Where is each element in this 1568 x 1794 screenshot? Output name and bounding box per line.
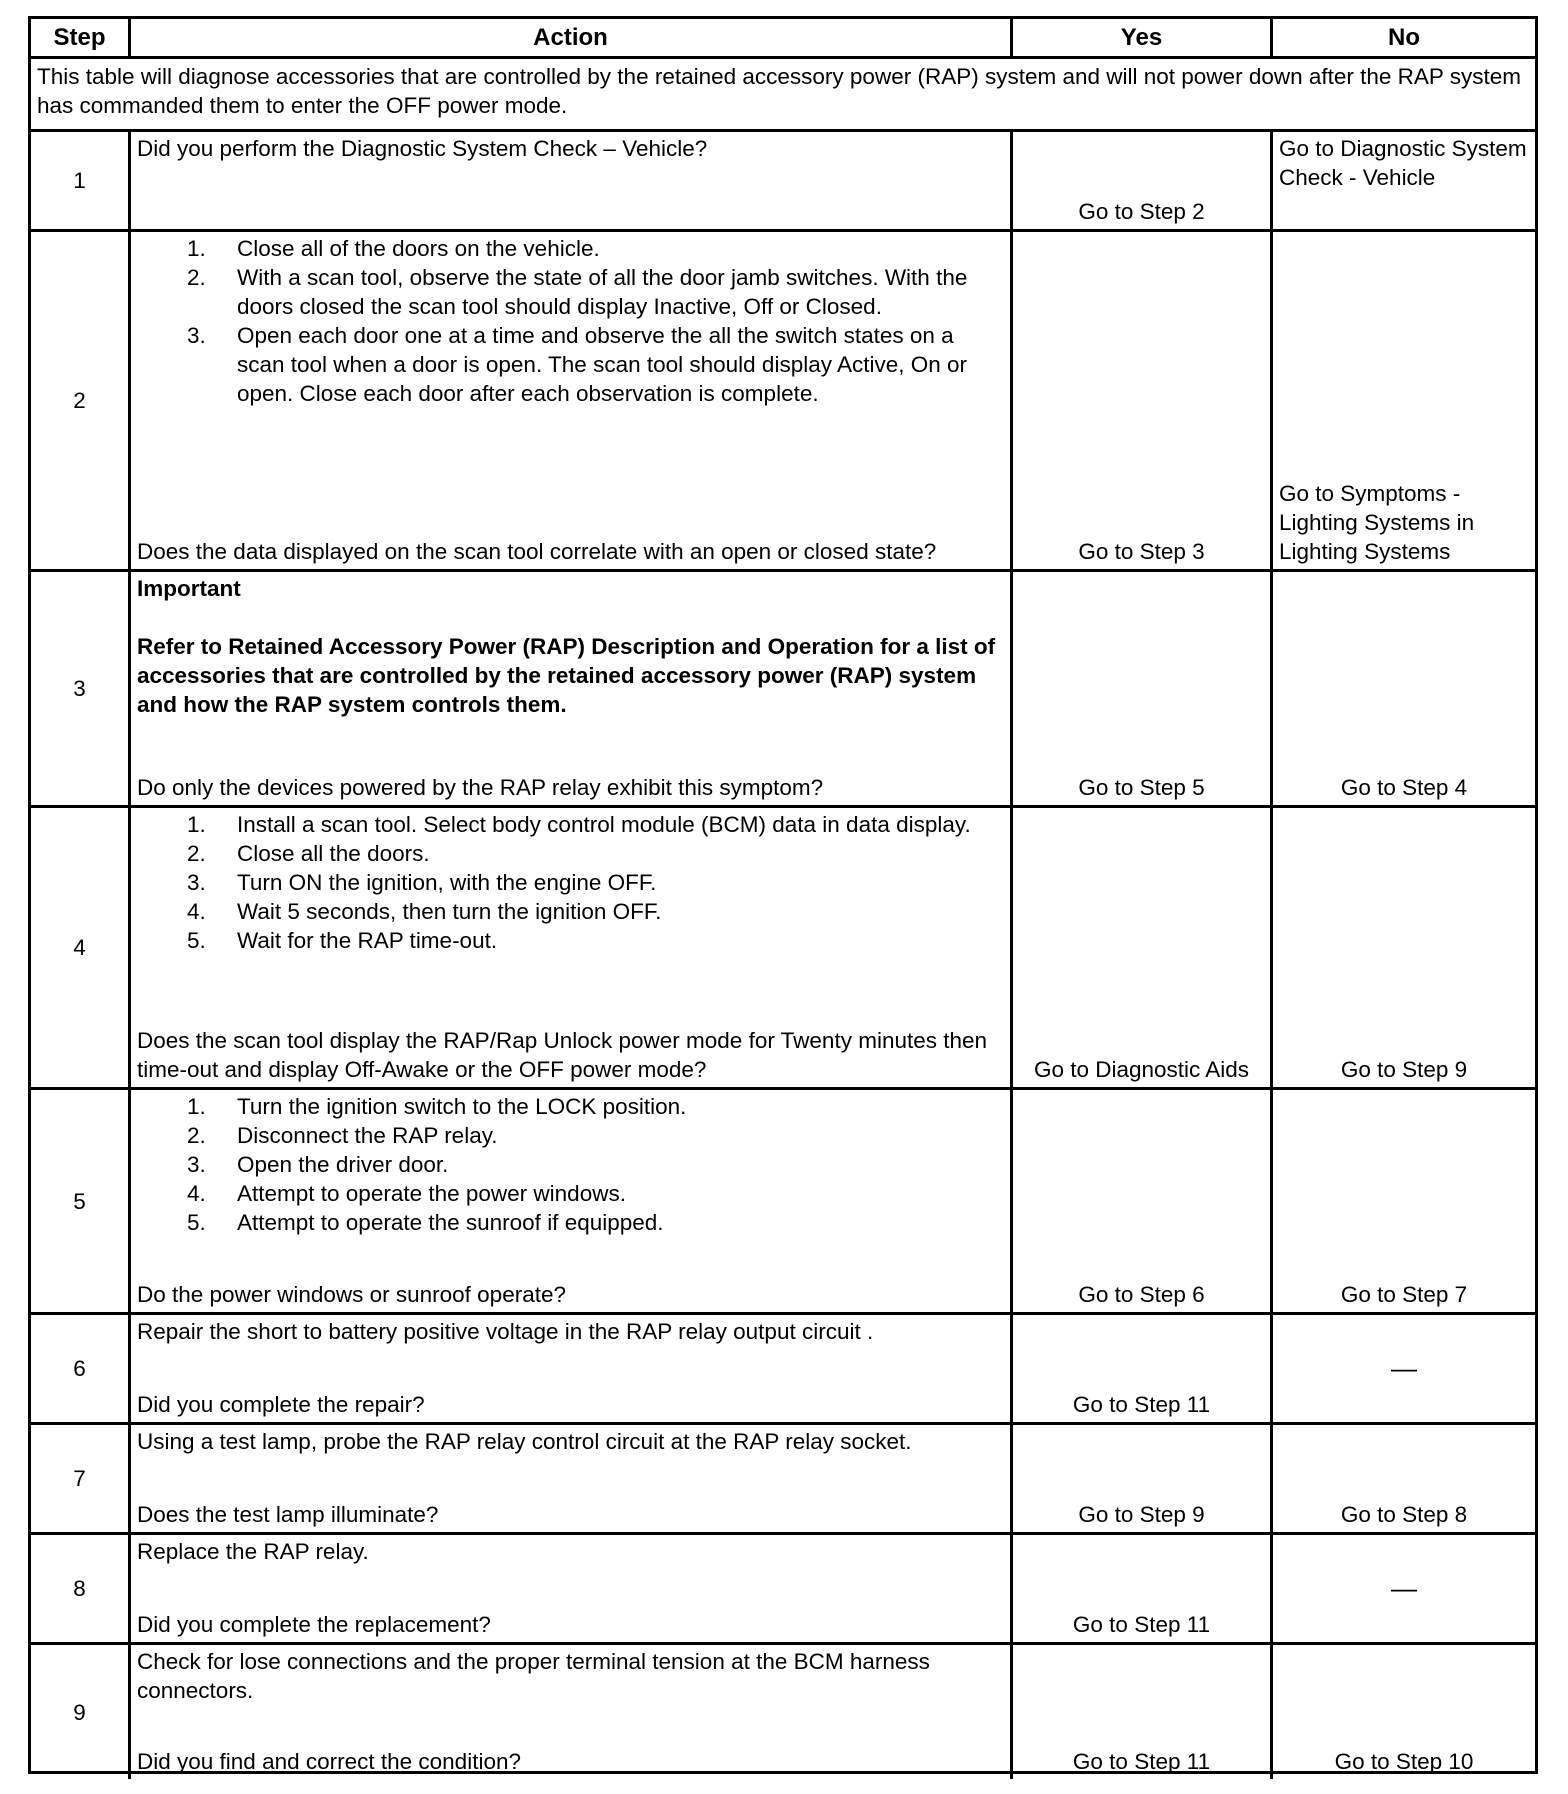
- step-question: Did you complete the repair?: [137, 1392, 425, 1417]
- important-note: Refer to Retained Accessory Power (RAP) Description and Operation for a list of accessories that are controlled by the retained accessory power (RAP) system and how the RAP system controls them.: [137, 634, 996, 717]
- step-action: [131, 1645, 1013, 1779]
- step-instruction: Check for lose connections and the proper terminal tension at the BCM harness connectors.: [137, 1649, 930, 1703]
- step-question: Does the test lamp illuminate?: [137, 1502, 439, 1527]
- step-question: Do only the devices powered by the RAP relay exhibit this symptom?: [137, 775, 824, 800]
- list-item: 5. Attempt to operate the sunroof if equipped.: [187, 1210, 664, 1235]
- step-question: Do the power windows or sunroof operate?: [137, 1282, 566, 1307]
- no-result: Go to Step 9: [1273, 808, 1535, 1090]
- list-item: 2. Disconnect the RAP relay.: [187, 1123, 498, 1148]
- list-item: 1. Install a scan tool. Select body control module (BCM) data in data display.: [187, 812, 971, 837]
- step-question: Does the data displayed on the scan tool correlate with an open or closed state?: [137, 539, 937, 564]
- procedure-list: [137, 234, 1004, 408]
- no-result: —: [1273, 1315, 1535, 1425]
- no-result: Go to Step 7: [1273, 1090, 1535, 1315]
- step-question: Did you find and correct the condition?: [137, 1749, 521, 1774]
- step-number: 7: [31, 1425, 131, 1535]
- list-item: 1. Turn the ignition switch to the LOCK position.: [187, 1094, 687, 1119]
- step-number: 8: [31, 1535, 131, 1645]
- list-item: 2. Close all the doors.: [187, 841, 430, 866]
- step-number: 1: [31, 132, 131, 232]
- no-result: Go to Step 4: [1273, 572, 1535, 808]
- procedure-list: [137, 1092, 1004, 1237]
- list-item: 3. Open the driver door.: [187, 1152, 449, 1177]
- no-result: —: [1273, 1535, 1535, 1645]
- procedure-list: [137, 810, 1004, 955]
- header-yes: Yes: [1013, 19, 1273, 59]
- yes-result: Go to Step 6: [1013, 1090, 1273, 1315]
- step-action: [131, 1535, 1013, 1645]
- yes-result: Go to Step 2: [1013, 132, 1273, 232]
- important-label: Important: [137, 576, 241, 601]
- step-action: [131, 808, 1013, 1090]
- header-step: Step: [31, 19, 131, 59]
- step-action: [131, 232, 1013, 572]
- step-question: Does the scan tool display the RAP/Rap Unlock power mode for Twenty minutes then time-out and display Off-Awake or the OFF power mode?: [137, 1028, 988, 1082]
- list-item: 3. Turn ON the ignition, with the engine OFF.: [187, 870, 657, 895]
- list-item: 2. With a scan tool, observe the state of all the door jamb switches. With the doors closed the scan tool should display Inactive, Off or Closed.: [187, 265, 968, 319]
- no-result: Go to Step 8: [1273, 1425, 1535, 1535]
- yes-result: Go to Step 3: [1013, 232, 1273, 572]
- step-instruction: Replace the RAP relay.: [137, 1539, 369, 1564]
- list-item: 5. Wait for the RAP time-out.: [187, 928, 498, 953]
- yes-result: Go to Step 5: [1013, 572, 1273, 808]
- no-result: Go to Diagnostic System Check - Vehicle: [1273, 132, 1535, 232]
- no-result: Go to Symptoms - Lighting Systems in Lighting Systems: [1273, 232, 1535, 572]
- list-item: 4. Attempt to operate the power windows.: [187, 1181, 626, 1206]
- header-action: Action: [131, 19, 1013, 59]
- yes-result: Go to Diagnostic Aids: [1013, 808, 1273, 1090]
- step-action: [131, 1425, 1013, 1535]
- list-item: 3. Open each door one at a time and observe the all the switch states on a scan tool when a door is open. The scan tool should display Active, On or open. Close each door after each observation is complete.: [187, 323, 968, 406]
- step-action: [131, 572, 1013, 808]
- header-no: No: [1273, 19, 1535, 59]
- step-number: 2: [31, 232, 131, 572]
- list-item: 4. Wait 5 seconds, then turn the ignition OFF.: [187, 899, 662, 924]
- table-intro: This table will diagnose accessories that are controlled by the retained accessory power (RAP) system and will not power down after the RAP system has commanded them to enter the OFF power mode.: [31, 59, 1535, 132]
- diagnostic-table: [28, 16, 1538, 1774]
- yes-result: Go to Step 11: [1013, 1535, 1273, 1645]
- step-number: 5: [31, 1090, 131, 1315]
- step-action: [131, 132, 1013, 232]
- step-number: 9: [31, 1645, 131, 1779]
- step-action: [131, 1315, 1013, 1425]
- list-item: 1. Close all of the doors on the vehicle.: [187, 236, 600, 261]
- step-instruction: Repair the short to battery positive voltage in the RAP relay output circuit .: [137, 1319, 874, 1344]
- step-question: Did you perform the Diagnostic System Check – Vehicle?: [137, 136, 708, 161]
- step-question: Did you complete the replacement?: [137, 1612, 491, 1637]
- step-instruction: Using a test lamp, probe the RAP relay control circuit at the RAP relay socket.: [137, 1429, 912, 1454]
- step-number: 4: [31, 808, 131, 1090]
- step-number: 3: [31, 572, 131, 808]
- yes-result: Go to Step 9: [1013, 1425, 1273, 1535]
- yes-result: Go to Step 11: [1013, 1315, 1273, 1425]
- no-result: Go to Step 10: [1334, 1749, 1474, 1774]
- step-number: 6: [31, 1315, 131, 1425]
- yes-result: Go to Step 11: [1013, 1645, 1273, 1779]
- step-action: [131, 1090, 1013, 1315]
